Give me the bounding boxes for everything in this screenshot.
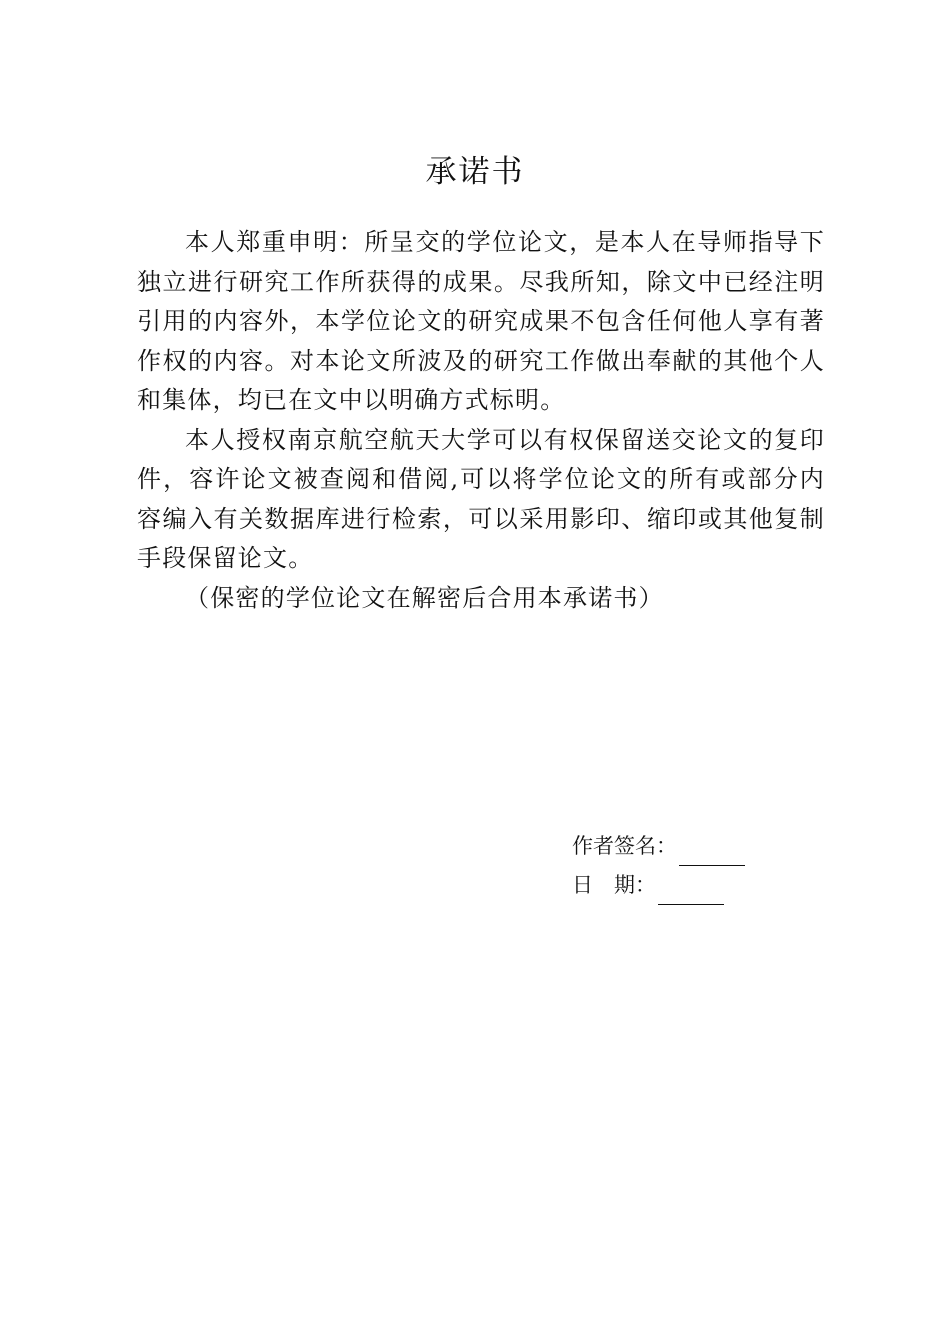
date-line[interactable] [658,878,724,905]
author-signature-row [572,827,745,866]
signature-block [572,827,745,905]
author-signature-line[interactable] [679,839,745,866]
document-body [137,223,825,618]
date-label: 日 期： [572,873,656,897]
authorization-paragraph: 本人授权南京航空航天大学可以有权保留送交论文的复印件，容许论文被查阅和借阅,可以将学位论文的所有或部分内容编入有关数据库进行检索，可以采用影印、缩印或其他复制手段保留论文。 [137,425,825,572]
author-signature-label: 作者签名： [572,834,677,858]
declaration-paragraph: 本人郑重申明：所呈交的学位论文，是本人在导师指导下独立进行研究工作所获得的成果。尽我所知，除文中已经注明引用的内容外，本学位论文的研究成果不包含任何他人享有著作权的内容。对本论文所波及的研究工作做出奉献的其他个人和集体，均已在文中以明确方式标明。 [137,228,825,414]
document-title: 承诺书 [425,154,525,190]
date-row [572,866,745,905]
confidentiality-note: （保密的学位论文在解密后合用本承诺书） [185,583,664,612]
